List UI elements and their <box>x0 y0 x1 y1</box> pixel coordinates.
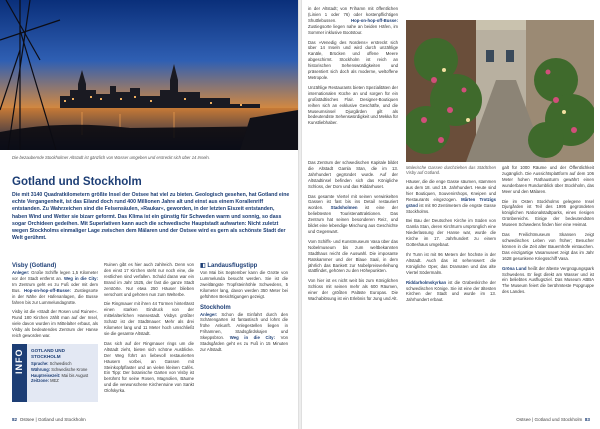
visby-alley-photo <box>406 20 594 162</box>
section-title: Gotland und Stockholm <box>12 176 142 188</box>
stockholm-photo <box>0 0 298 150</box>
info-label: INFO <box>12 344 27 402</box>
right-column-2: Malerische Gassen durchziehen das Städtchen Visby auf Gotland. Häuser, die die enge Gasse säumen, stammen aus dem 18. und 19. Jahrhundert. Heute sind hier Boutiquen, Souvenirshops, Kneipen und Restaurants eingezogen. Mårten Trotzigs gränd ist mit 90 Zentimetern die engste Gasse Stockholms. Bei Bau der Deutschen Kirche im Süden von Gamla Stan, deren Kirchturm ursprünglich eine Niederlassung der Hanse war, wurde die Kirche im 17. Jahrhundert zu einem Gotteshaus umgebaut. Ihr Turm ist mit 96 Metern der höchste in der Altstadt. Auch das ist sehenswert: die Königliche Oper, das Dramaten und das alte Viertel Södermalm. Riddarholmskyrkan ist die Grabeskirche der schwedischen Könige. Sie ist eine der ältesten Kirchen der Stadt und wurde im 13. Jahrhundert erbaut. <box>406 165 496 303</box>
right-footer: Ostsee | Gotland und Stockholm 83 <box>516 417 590 422</box>
left-footer: 82 Ostsee | Gotland und Stockholm <box>12 417 86 422</box>
left-column-2: Ruinen gibt es hier auch zahlreich. Denn von den einst 17 Kirchen steht nur noch eine, die restlichen sind verfallen. Schuld daran war ein Brand im Jahr 1525, der fast die ganze Stadt zerstörte. Nur etwa 250 Häuser blieben verschont und gehören nun zum Welterbe. Die Ringmauer mit ihren 44 Türmen hinterlässt einen starken Eindruck von der mittelalterlichen Hansestadt. Visbys größter Schatz ist der Stadtmauer: Mehr als drei Kilometer lang und 11 Meter hoch umschließt sie die gesamte Altstadt. Das sich auf der Ringmauer rings um die Altstadt zieht, bieten sich schöne Ausblicke. Der Weg führt an liebevoll restaurierten Häusern vorbei, an Gassen mit Steinkopfpflaster und an vielen kleinen Cafés. Ein Tipp: Der botanische Garten von Visby ist berühmt für seine Rosen, Magnolien, Bäume und die verwunschene Kirchenruine von Sankt Olofskyrka. <box>104 262 194 394</box>
stockholm-heading: Stockholm <box>200 304 231 311</box>
lead-paragraph: Die mit 3140 Quadratkilometern größte Insel der Ostsee hat viel zu bieten. Geologisch gesehen, hat Gotland eine echte Vergangenheit, ist das Eiland doch rund 400 Millionen Jahre alt und einst aus einem Korallenriff entstanden. Zu Wahrzeichen sind die Felsensäulen, »Raukar«, geworden, in der letzten Eiszeit entstanden, haben Wind und Wetter sie bizarr geformt. Das Klima ist ein günstig für Schweden warm und sonnig, so dass sogar Orchideen gedeihen. Mit Superlativen kann auch die schwedische Hauptstadt aufwarten: Nicht zuletzt wegen Stockholms einmaliger Lage zwischen dem Mälaren und der Ostsee wird es gern als schönste Stadt der Welt gerühmt. <box>12 192 290 242</box>
left-page <box>0 0 298 429</box>
info-rows: Sprache: Schwedisch Währung: Schwedische Krone Hauptreisezeit: Mai bis August Zeitzone: MEZ <box>31 361 89 384</box>
photo-caption: Die bezaubernde Stockholmer Altstadt ist gänzlich von Wasser umgeben und erstreckt sich über 14 Inseln. <box>12 155 210 160</box>
right-column-1: in der Altstadt; von Frihamn mit öffentlichen (Linien 1 oder 76) oder kostenpflichtigen Shuttlebussen. Hop-on-hop-off-Busse: Zustiegsorte liegen nahe an beiden Häfen, im Sommer inklusive Bootstour. Das »Venedig des Nordens« erstreckt sich über 14 Inseln und wird durch unzählige Kanäle, Brücken und offene Meere abgeschirmt. Stockholm ist reich an historischen Sehenswürdigkeiten und präsentiert sich doch als moderne, weltoffene Metropole. Unzählige Restaurants bieten Spezialitäten der internationalen Küche an und sorgen für ein großstädtisches Flair. Designer-Boutiquen reihen sich an exklusive Geschäfte, und die Museumsinsel Djurgården gilt als bedeutendste Sehenswürdigkeit und Mekka für Kunstliebhaber. <box>308 6 398 126</box>
visby-photo-caption: Malerische Gassen durchziehen das Städtchen Visby auf Gotland. <box>406 165 496 175</box>
visby-heading: Visby (Gotland) <box>12 263 57 269</box>
info-title: GOTLAND UND STOCKHOLM <box>31 348 65 359</box>
right-column-3: galt für 1000 Räume und der Öffentlichkeit zugänglich. Die Aussichtsplattform auf dem 106 Meter hohen Rathausturm gewährt einen wunderbaren Rundumblick über Stockholm, das Meer und den Mälaren. Die im Osten Stockholms gelegene Insel Djurgården ist Teil des 1995 gegründeten königlichen Nationalstadtparks, eines riesigen Grünbereichs. Einige der bedeutendsten Museen Schwedens finden hier eine Heimat. Das Freilichtmuseum Skansen zeigt schwedisches Leben von früher; Besucher können in die Zeit alter Bauernhöfe eintauchen. Das einzigartige Vasamuseet zeigt das im Jahr 1628 gesunkene Kriegsschiff Vasa. Gröna Lund heißt der älteste Vergnügungspark Schwedens. Er liegt direkt am Wasser und ist ein beliebtes Ausflugsziel. Das Museum ABBA The Museum feiert die berühmteste Popgruppe des Landes. <box>502 165 594 295</box>
left-column-3: ◧ Landausflugstipp Von Mai bis September kann die Grotte von Lummelunda besucht werden. Sie ist die zweitlängste Tropfsteinhöhle Schwedens, 5 Kilometer lang, davon werden 350 Meter bei geführten Besichtigungen gezeigt. Stockholm Anleger: Schon die Einfahrt durch den Schärengarten ist fantastisch und lohnt die frühe Ankunft. Anlegestellen liegen in Frihamnen, Stadsgårdskajen und Skeppsbron. Weg in die City: Von Stadsgården geht es zu Fuß in 15 Minuten zur Altstadt. <box>200 263 288 352</box>
right-column-1b: Das Zentrum der schwedischen Kapitale bildet die Altstadt Gamla Stan, die im 13. Jahrhundert gegründet wurde. Auf der Altstadtinsel befinden sich das Königliche Schloss, der Dom und das Riddarhuset. Das gesamte Viertel mit seinen verwinkelten Gassen ist fast bis ins Detail restauriert worden. Stadsholmen ist eine der beliebtesten Touristenattraktionen. Das Zentrum hat seinen besonderen Reiz, und bildet eine lebendige Mischung aus Geschichte und Gegenwart. Vom Schiffs- und Kunstmuseum Vasa über das Nobelmuseum bis zum weltbekannten Stadthaus reicht die Auswahl. Die imposante Ratskammer und der Blaue Saal, in dem jährlich das Bankett zur Nobelpreisverleihung stattfindet, gehören zu den Höhepunkten. Von hier ist es nicht weit bis zum Königlichen Schloss mit seinen mehr als 600 Räumen, einer der größten Paläste Europas. Die Wachablösung ist ein Erlebnis für Jung und Alt. <box>308 160 398 302</box>
info-box <box>12 344 98 402</box>
landausflug-heading: ◧ Landausflugstipp <box>200 263 258 269</box>
right-page <box>302 0 600 429</box>
left-column-1: Visby (Gotland) Anleger: Große Schiffe legen 1,5 Kilometer vor der Stadt entfernt an. Weg in die City: Im Zentrum geht es zu Fuß oder mit dem Bus. Hop-on-hop-off-Busse: Zustiegsorte in der Nähe der Hafenanlagen, die Busse fahren bis zur Lummelundagrotte. Visby ist die »Stadt der Rosen und Ruinen«. Rund 180 Kirchen zählt man auf der Insel, viele davon wurden im Mittelalter erbaut, als Visby als bedeutendes Zentrum der Hanse reich geworden war. <box>12 263 98 339</box>
